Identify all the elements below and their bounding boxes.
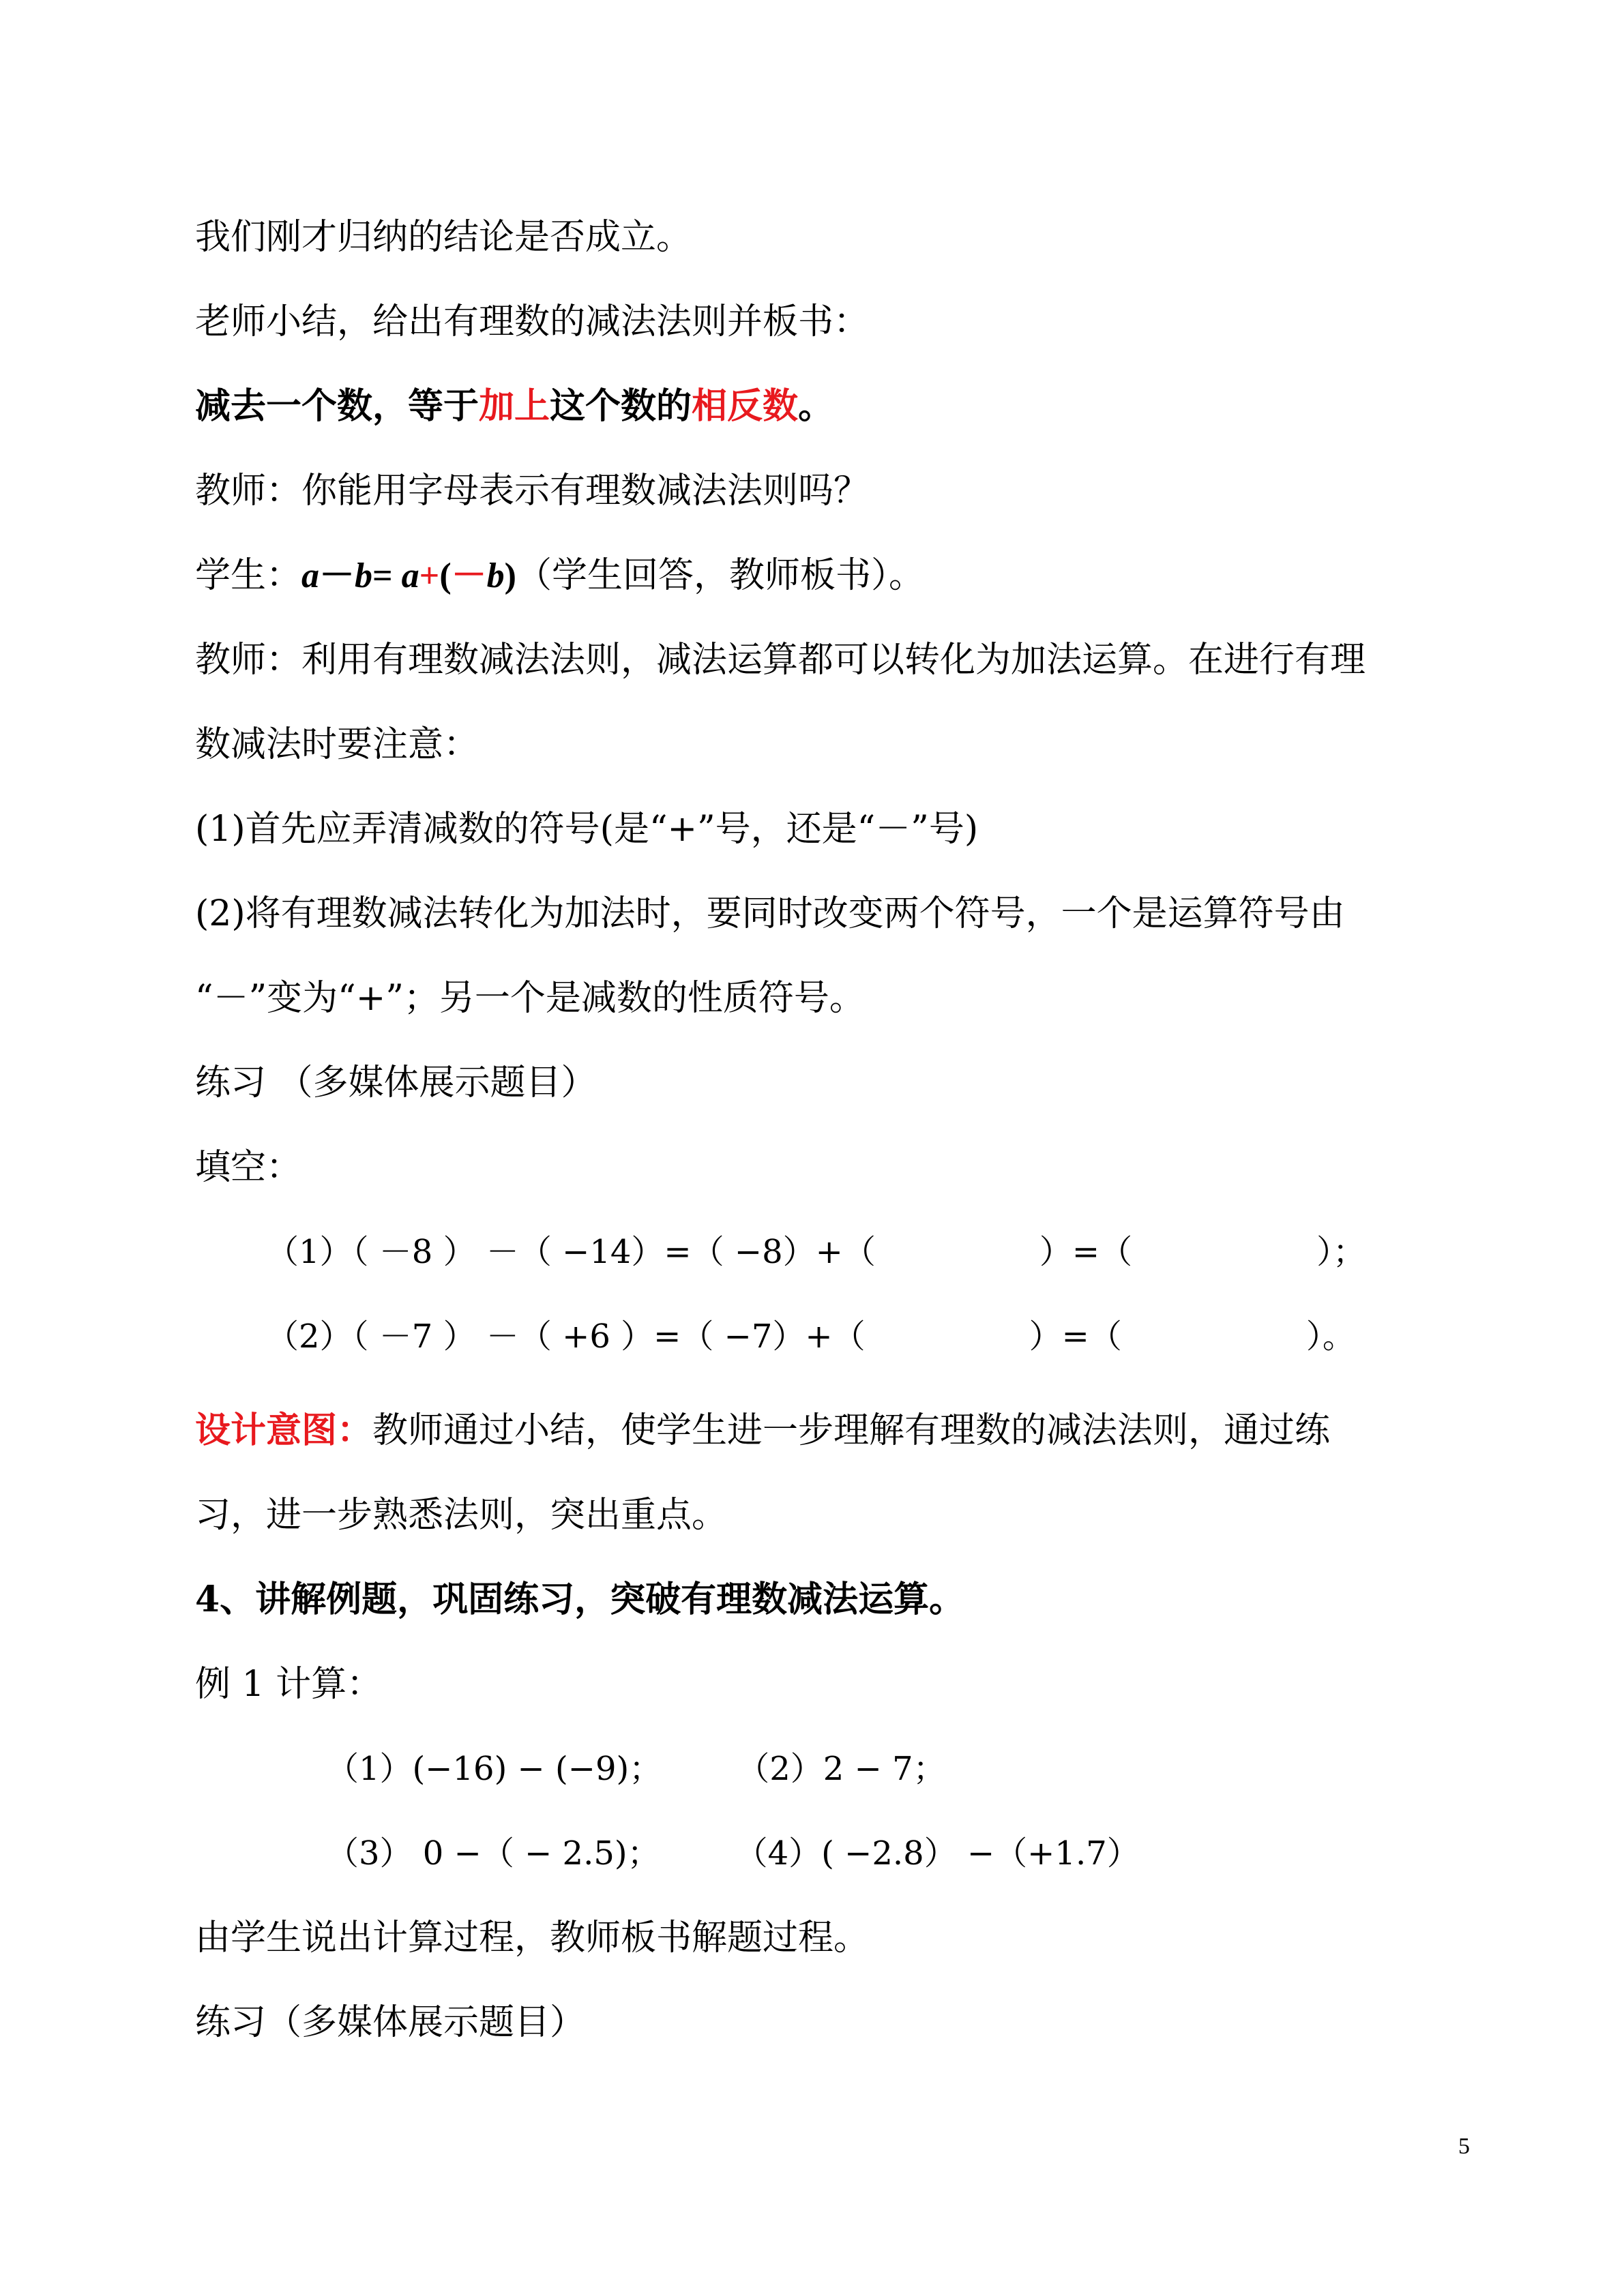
fill-question-2: [266, 1315, 1355, 1358]
fill-2-end: ）。: [1305, 1317, 1355, 1356]
example-1-item-3: （3） 0 −（ − 2.5)；: [326, 1834, 660, 1873]
design-intent-line-2: 习，进一步熟悉法则，突出重点。: [195, 1495, 728, 1536]
formula-neg: －: [451, 554, 487, 596]
fill-question-1: [266, 1230, 1365, 1274]
note-item-2-line-2: “－”变为“+”；另一个是减数的性质符号。: [195, 978, 865, 1019]
formula-b: b: [355, 556, 373, 595]
example-row-1: [326, 1747, 946, 1791]
fill-2-expression: （2）（ －7 ） －（ +6 ）=（ −7）+（: [266, 1317, 866, 1356]
fill-1-end: ）；: [1316, 1233, 1366, 1271]
paragraph-student-formula: [195, 554, 924, 598]
note-item-1: (1)首先应弄清减数的符号(是“+”号，还是“－”号): [195, 809, 979, 850]
rule-part-3: 这个数的: [550, 385, 692, 427]
formula-minus: －: [319, 554, 355, 596]
exercise-heading: 练习 （多媒体展示题目）: [195, 1062, 597, 1103]
paragraph-process: 由学生说出计算过程，教师板书解题过程。: [195, 1918, 870, 1958]
example-1-item-1: （1）(−16) − (−9)；: [326, 1750, 662, 1788]
subtraction-rule: [195, 385, 833, 428]
formula-b2: b: [486, 556, 505, 595]
fill-1-expression: （1）（ －8 ） －（ −14）=（ −8）+（: [266, 1233, 876, 1271]
paragraph-teacher-note-2: 数减法时要注意：: [195, 724, 479, 765]
formula-suffix: （学生回答，教师板书）。: [516, 555, 924, 596]
rule-part-5: 。: [798, 385, 834, 427]
example-row-2: [326, 1832, 1140, 1875]
design-intent-line-1: [195, 1409, 1330, 1452]
rule-highlight-add: 加上: [479, 385, 550, 427]
fill-blank-heading: 填空：: [195, 1147, 302, 1188]
design-intent-label: 设计意图：: [195, 1410, 373, 1451]
fill-1-equals: ）=（: [1039, 1233, 1133, 1271]
rule-part-1: 减去一个数，等于: [195, 385, 479, 427]
fill-2-equals: ）=（: [1029, 1317, 1122, 1356]
section-heading-4: 4、讲解例题，巩固练习，突破有理数减法运算。: [195, 1579, 965, 1620]
formula-prefix: 学生：: [195, 555, 302, 596]
paragraph-conclusion: 我们刚才归纳的结论是否成立。: [195, 217, 692, 258]
formula-paren-close: ): [504, 556, 516, 595]
paragraph-teacher-question: 教师：你能用字母表示有理数减法法则吗？: [195, 471, 870, 511]
design-intent-text-1: 教师通过小结，使学生进一步理解有理数的减法法则，通过练: [372, 1410, 1331, 1451]
rule-highlight-opposite: 相反数: [692, 385, 799, 427]
exercise-heading-2: 练习（多媒体展示题目）: [195, 2002, 586, 2043]
example-1-item-4: （4）( −2.8） −（+1.7）: [735, 1834, 1140, 1873]
paragraph-teacher-note-1: 教师：利用有理数减法法则，减法运算都可以转化为加法运算。在进行有理: [195, 640, 1366, 681]
formula-plus: +: [419, 556, 440, 595]
page-number: 5: [1458, 2134, 1470, 2159]
formula-a: a: [301, 556, 320, 595]
paragraph-teacher-summary: 老师小结，给出有理数的减法法则并板书：: [195, 301, 870, 342]
example-1-heading: 例 1 计算：: [195, 1664, 383, 1705]
example-1-item-2: （2）2 − 7；: [737, 1750, 946, 1788]
formula-equals: =: [372, 556, 402, 595]
note-item-2-line-1: (2)将有理数减法转化为加法时，要同时改变两个符号，一个是运算符号由: [195, 893, 1345, 934]
formula-paren-open: (: [439, 556, 452, 595]
formula-a2: a: [401, 556, 419, 595]
